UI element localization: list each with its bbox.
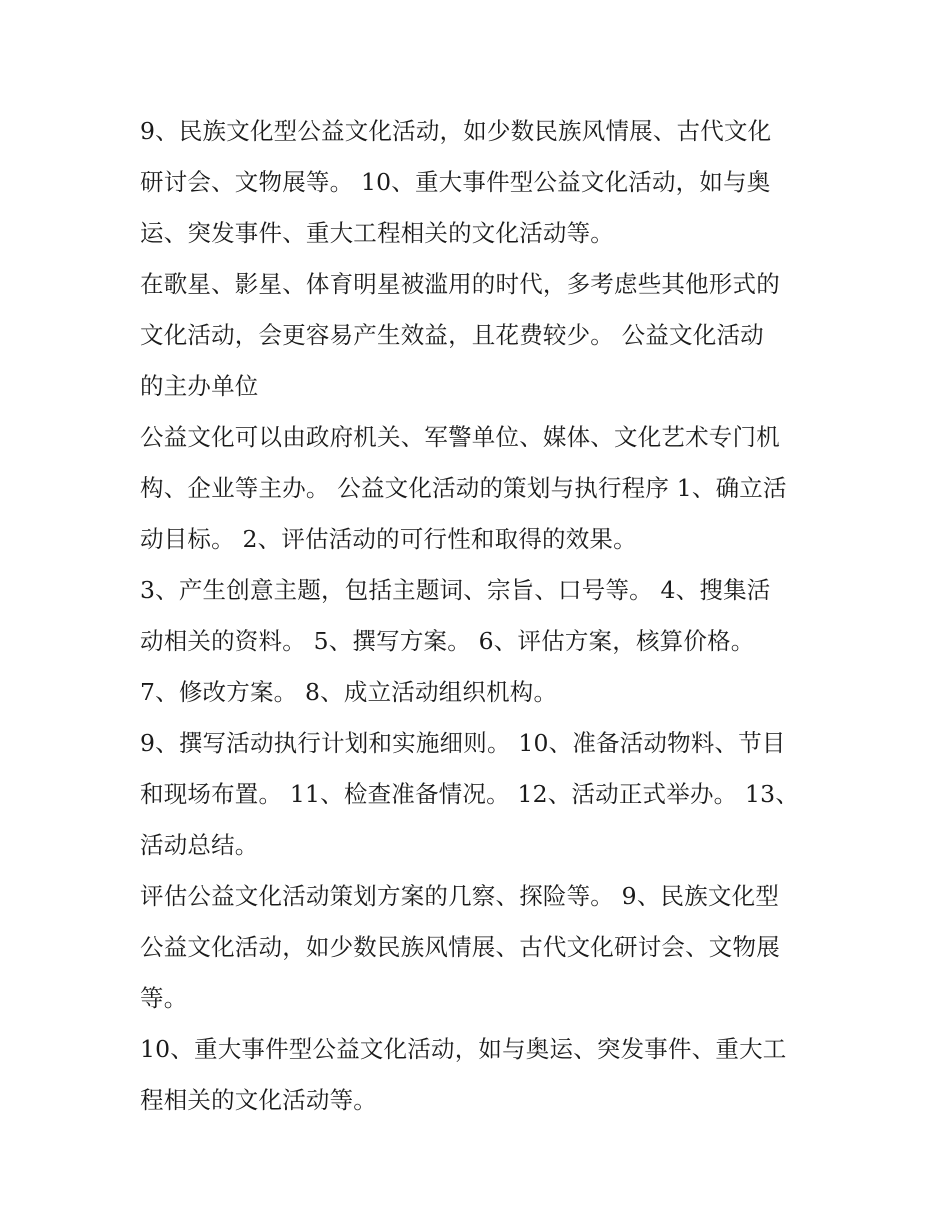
text-line: 构、企业等主办。 公益文化活动的策划与执行程序 1、确立活: [140, 474, 787, 502]
text-line: 和现场布置。 11、检查准备情况。 12、活动正式举办。 13、: [140, 780, 800, 808]
paragraph-3: [140, 412, 812, 565]
paragraph-2: [140, 259, 812, 412]
paragraph-8: [140, 1024, 812, 1126]
text-line: 评估公益文化活动策划方案的几察、探险等。 9、民族文化型: [140, 882, 780, 910]
text-line: 活动总结。: [140, 831, 259, 859]
text-line: 在歌星、影星、体育明星被滥用的时代，多考虑些其他形式的: [140, 270, 780, 298]
text-line: 公益文化活动，如少数民族风情展、古代文化研讨会、文物展: [140, 933, 780, 961]
text-line: 9、撰写活动执行计划和实施细则。 10、准备活动物料、节目: [140, 729, 786, 757]
text-line: 动目标。 2、评估活动的可行性和取得的效果。: [140, 525, 637, 553]
text-line: 9、民族文化型公益文化活动，如少数民族风情展、古代文化: [140, 117, 772, 145]
paragraph-5: [140, 667, 812, 718]
text-line: 7、修改方案。 8、成立活动组织机构。: [140, 678, 558, 706]
paragraph-1: [140, 106, 812, 259]
text-line: 动相关的资料。 5、撰写方案。 6、评估方案，核算价格。: [140, 627, 755, 655]
text-line: 的主办单位: [140, 372, 259, 400]
paragraph-6: [140, 718, 812, 871]
document-body: [140, 106, 812, 1126]
text-line: 程相关的文化活动等。: [140, 1086, 377, 1114]
text-line: 公益文化可以由政府机关、军警单位、媒体、文化艺术专门机: [140, 423, 780, 451]
text-line: 3、产生创意主题，包括主题词、宗旨、口号等。 4、搜集活: [140, 576, 771, 604]
text-line: 运、突发事件、重大工程相关的文化活动等。: [140, 219, 614, 247]
paragraph-7: [140, 871, 812, 1024]
paragraph-4: [140, 565, 812, 667]
text-line: 等。: [140, 984, 188, 1012]
text-line: 10、重大事件型公益文化活动，如与奥运、突发事件、重大工: [140, 1035, 787, 1063]
text-line: 文化活动，会更容易产生效益，且花费较少。 公益文化活动: [140, 321, 764, 349]
text-line: 研讨会、文物展等。 10、重大事件型公益文化活动，如与奥: [140, 168, 771, 196]
